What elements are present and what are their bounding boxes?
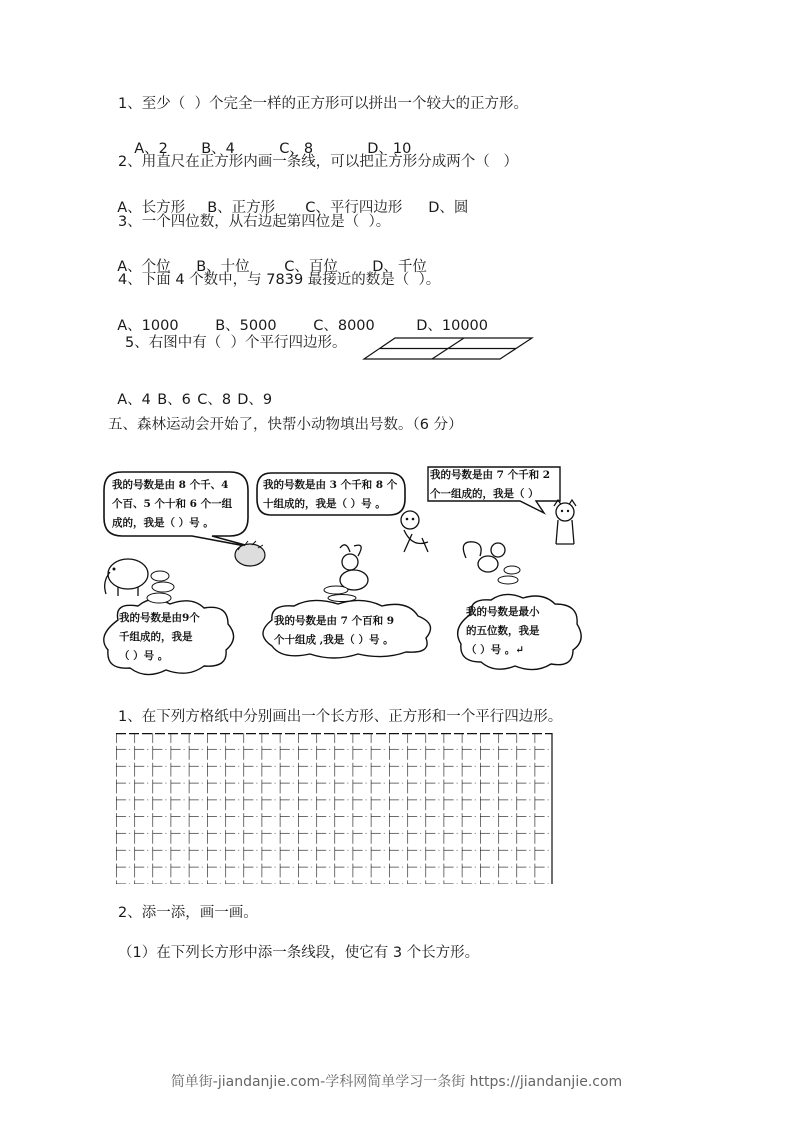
option-a: A、长方形 [117, 200, 186, 216]
option-b: B、正方形 [207, 200, 276, 216]
add-question-1: （1）在下列长方形中添一条线段，使它有 3 个长方形。 [118, 945, 480, 961]
option-c: C、百位 [284, 259, 338, 275]
option-a: A、2 [134, 141, 168, 157]
thought-cloud-2-text: 我的号数是由 7 个百和 9 个十组成 ,我是（ ）号 。 [274, 615, 395, 646]
parallelogram-figure [363, 337, 533, 361]
option-a: A、1000 [117, 318, 179, 334]
option-d: D、10000 [416, 318, 489, 334]
option-a: A、4 [117, 392, 151, 408]
option-c: C、平行四边形 [305, 200, 403, 216]
question-2-stem: 2、用直尺在正方形内画一条线，可以把正方形分成两个（ ） [118, 154, 519, 170]
cat-icon [548, 500, 584, 550]
draw-question-1: 1、在下列方格纸中分别画出一个长方形、正方形和一个平行四边形。 [118, 709, 563, 725]
option-b: B、5000 [215, 318, 277, 334]
option-d: D、9 [237, 392, 273, 408]
footer-text: 简单街-jiandanjie.com-学科网简单学习一条街 https://jiandanjie.com [170, 1074, 623, 1090]
add-section-title: 2、添一添，画一画。 [118, 905, 258, 921]
question-1-stem: 1、至少（ ）个完全一样的正方形可以拼出一个较大的正方形。 [118, 96, 528, 112]
option-b: B、十位 [196, 259, 250, 275]
question-4-stem: 4、下面 4 个数中，与 7839 最接近的数是（ ）。 [118, 272, 441, 288]
option-b: B、6 [157, 392, 191, 408]
monkey-icon [392, 508, 442, 558]
question-4-options [108, 298, 488, 335]
option-d: D、10 [367, 141, 412, 157]
hedgehog-icon [232, 540, 268, 570]
option-b: B、4 [201, 141, 235, 157]
thought-cloud-3-text: 我的号数是最小 的五位数，我是 （ ）号 。↵ [466, 606, 540, 656]
option-d: D、圆 [428, 200, 469, 216]
question-3-stem: 3、一个四位数，从右边起第四位是（ ）。 [118, 214, 391, 230]
speech-bubble-2-text: 我的号数是由 3 个千和 8 个 十组成的，我是（ ）号 。 [263, 479, 398, 510]
squirrel-icon [458, 538, 518, 588]
rabbit-icon [320, 542, 380, 602]
speech-bubble-3-text: 我的号数是由 7 个千和 2 个一组成的，我是（ ） [430, 469, 551, 500]
option-c: C、8000 [313, 318, 375, 334]
grid-paper[interactable] [116, 733, 554, 885]
speech-bubble-1-text: 我的号数是由 8 个千、4 个百、5 个十和 6 个一组 成的，我是（ ）号 。 [112, 479, 233, 529]
option-c: C、8 [197, 392, 232, 408]
section-5-title: 五、森林运动会开始了，快帮小动物填出号数。（6 分） [108, 417, 463, 433]
stones-icon [145, 568, 185, 608]
option-c: C、8 [279, 141, 314, 157]
question-5-options [108, 372, 272, 409]
question-5-stem: 5、右图中有（ ）个平行四边形。 [125, 335, 347, 351]
option-a: A、个位 [117, 259, 171, 275]
option-d: D、千位 [372, 259, 427, 275]
thought-cloud-1-text: 我的号数是由9个 千组成的，我是 （ ）号 。 [119, 612, 200, 662]
